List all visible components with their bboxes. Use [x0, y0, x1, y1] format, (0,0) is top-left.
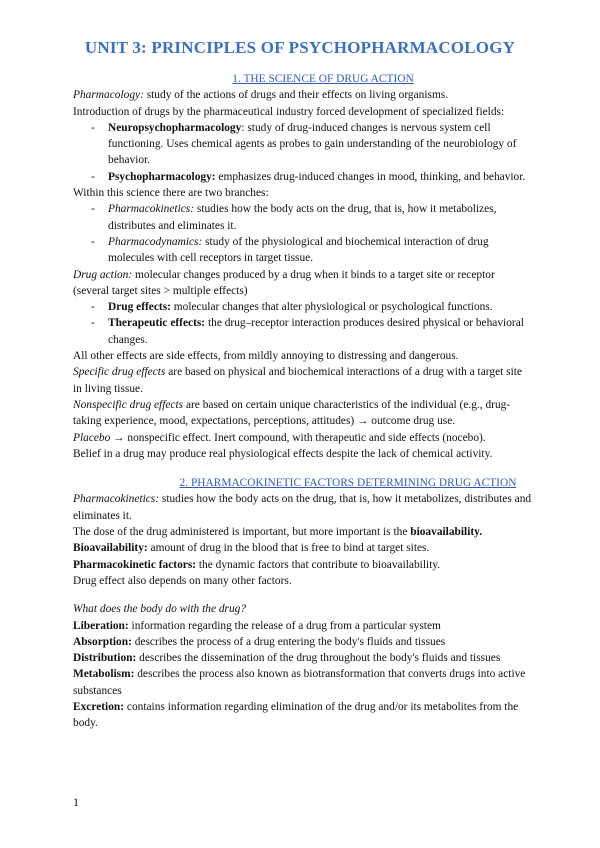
paragraph-pk-factors: Pharmacokinetic factors: the dynamic factors that contribute to bioavailability. [73, 558, 441, 571]
paragraph-depends: Drug effect also depends on many other factors. [73, 574, 292, 587]
paragraph-dose: The dose of the drug administered is important, but more important is the bioavailability. [73, 526, 483, 539]
bullet-dash: - [91, 121, 95, 134]
list-item-therapeutic-effects: - Therapeutic effects: the drug–receptor interaction produces desired physical or behavioral changes. [73, 315, 533, 348]
section-heading-2: 2. PHARMACOKINETIC FACTORS DETERMINING DRUG ACTION [179, 477, 517, 490]
bullet-dash: - [91, 235, 95, 248]
paragraph-excretion: Excretion: contains information regarding elimination of the drug and/or its metabolites from the body. [73, 700, 519, 730]
bullet-dash: - [91, 301, 95, 314]
paragraph-branches: Within this science there are two branches: [73, 187, 269, 200]
paragraph-pharmacokinetics: Pharmacokinetics: studies how the body acts on the drug, that is, how it metabolizes, distributes and eliminates it. [73, 493, 532, 522]
paragraph-belief: Belief in a drug may produce real physiological effects despite the lack of chemical activity. [73, 447, 493, 460]
paragraph-pharmacology: Pharmacology: study of the actions of drugs and their effects on living organisms. [73, 89, 449, 102]
paragraph-liberation: Liberation: information regarding the release of a drug from a particular system [73, 619, 441, 632]
paragraph-specific-effects: Specific drug effects are based on physical and biochemical interactions of a drug with a target site in living tissue. [73, 366, 522, 395]
term-specific-drug-effects: Specific drug effects [73, 366, 166, 379]
term-pk-factors: Pharmacokinetic factors: [73, 558, 197, 571]
term-metabolism: Metabolism: [73, 668, 135, 681]
section-heading-1: 1. THE SCIENCE OF DRUG ACTION [232, 73, 414, 85]
term-placebo: Placebo [73, 431, 111, 444]
paragraph-drug-action: Drug action: molecular changes produced by a drug when it binds to a target site or receptor (several target sites > multiple effects) [73, 268, 495, 297]
list-item-psychopharmacology: - Psychopharmacology: emphasizes drug-induced changes in mood, thinking, and behavior. [73, 169, 533, 185]
term-excretion: Excretion: [73, 700, 125, 713]
term-pharmacology: Pharmacology: [73, 89, 144, 102]
term-pharmacodynamics: Pharmacodynamics: [108, 235, 203, 248]
paragraph-placebo: Placebo → nonspecific effect. Inert compound, with therapeutic and side effects (nocebo). [73, 431, 486, 444]
term-bioavailability-inline: bioavailability. [410, 526, 483, 539]
term-absorption: Absorption: [73, 635, 132, 648]
paragraph-side-effects: All other effects are side effects, from mildly annoying to distressing and dangerous. [73, 350, 459, 363]
term-neuropsychopharmacology: Neuropsychopharmacology [108, 121, 242, 134]
term-drug-action: Drug action: [73, 268, 133, 281]
term-distribution: Distribution: [73, 652, 137, 665]
term-drug-effects: Drug effects: [108, 301, 171, 314]
bullet-dash: - [91, 170, 95, 183]
paragraph-bioavailability: Bioavailability: amount of drug in the blood that is free to bind at target sites. [73, 542, 430, 555]
term-bioavailability: Bioavailability: [73, 542, 148, 555]
paragraph-distribution: Distribution: describes the dissemination of the drug throughout the body's fluids and tissues [73, 652, 501, 665]
page-number: 1 [73, 795, 79, 809]
paragraph-intro: Introduction of drugs by the pharmaceutical industry forced development of specialized fields: [73, 105, 505, 118]
paragraph-nonspecific-effects: Nonspecific drug effects are based on certain unique characteristics of the individual (e.g., drug-taking experience, mood, expectations, perceptions, attitudes) → outcome drug use. [73, 398, 511, 428]
document-body [73, 70, 533, 732]
paragraph-absorption: Absorption: describes the process of a drug entering the body's fluids and tissues [73, 635, 446, 648]
term-nonspecific-drug-effects: Nonspecific drug effects [73, 398, 184, 411]
paragraph-metabolism: Metabolism: describes the process also known as biotransformation that converts drugs into active substances [73, 668, 526, 697]
subheading-question: What does the body do with the drug? [73, 603, 247, 616]
term-pharmacokinetics: Pharmacokinetics: [108, 203, 195, 216]
term-psychopharmacology: Psychopharmacology: [108, 170, 216, 183]
term-therapeutic-effects: Therapeutic effects: [108, 317, 206, 330]
page-title: UNIT 3: PRINCIPLES OF PSYCHOPHARMACOLOGY [84, 38, 516, 57]
term-liberation: Liberation: [73, 619, 129, 632]
term-pharmacokinetics-2: Pharmacokinetics: [73, 493, 160, 506]
list-item-drug-effects: - Drug effects: molecular changes that alter physiological or psychological functions. [73, 299, 533, 315]
list-item-pharmacokinetics: - Pharmacokinetics: studies how the body acts on the drug, that is, how it metabolizes, distributes and eliminates it. [73, 201, 533, 234]
spacer [73, 589, 533, 601]
list-item-pharmacodynamics: - Pharmacodynamics: study of the physiological and biochemical interaction of drug molecules with cell receptors in target tissue. [73, 234, 533, 267]
list-item-neuropsychopharmacology: - Neuropsychopharmacology: study of drug-induced changes is nervous system cell functioning. Uses chemical agents as probes to gain understanding of the neurobiology of behavior. [73, 120, 533, 169]
bullet-dash: - [91, 203, 95, 216]
bullet-dash: - [91, 317, 95, 330]
